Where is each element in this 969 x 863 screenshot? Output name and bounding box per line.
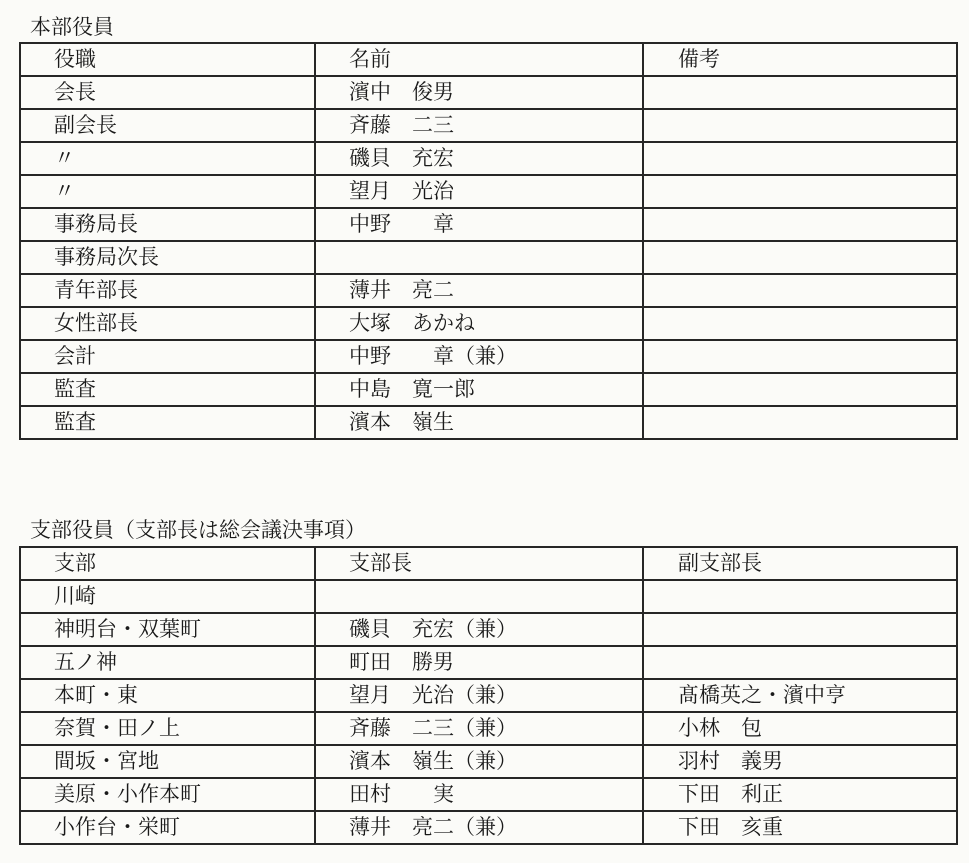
cell-deputy-head [643,646,957,679]
table-row [20,811,957,844]
column-header-remarks: 備考 [643,43,957,76]
cell-branch: 本町・東 [20,679,315,712]
cell-remarks [643,373,957,406]
cell-remarks [643,208,957,241]
cell-name: 中島 寛一郎 [315,373,643,406]
table-row [20,241,957,274]
table-row [20,274,957,307]
table-row [20,646,957,679]
cell-role: 監査 [20,406,315,439]
table-row [20,778,957,811]
table-row [20,142,957,175]
cell-branch: 美原・小作本町 [20,778,315,811]
table-row [20,109,957,142]
column-header-name: 名前 [315,43,643,76]
cell-name: 薄井 亮二 [315,274,643,307]
cell-role: 〃 [20,142,315,175]
cell-role: 監査 [20,373,315,406]
table-row [20,373,957,406]
cell-role: 事務局長 [20,208,315,241]
cell-remarks [643,109,957,142]
cell-deputy-head: 下田 亥重 [643,811,957,844]
cell-branch-head: 町田 勝男 [315,646,643,679]
table-row [20,580,957,613]
cell-branch-head: 磯貝 充宏（兼） [315,613,643,646]
cell-branch-head [315,580,643,613]
cell-remarks [643,175,957,208]
cell-name: 濱本 嶺生 [315,406,643,439]
cell-branch: 間坂・宮地 [20,745,315,778]
cell-name: 斉藤 二三 [315,109,643,142]
cell-name: 中野 章 [315,208,643,241]
cell-name: 望月 光治 [315,175,643,208]
cell-branch-head: 田村 実 [315,778,643,811]
cell-deputy-head: 小林 包 [643,712,957,745]
cell-role: 女性部長 [20,307,315,340]
cell-branch: 神明台・双葉町 [20,613,315,646]
cell-role: 会長 [20,76,315,109]
column-header-branch-head: 支部長 [315,547,643,580]
cell-deputy-head: 髙橋英之・濱中亨 [643,679,957,712]
table-row [20,613,957,646]
column-header-deputy-head: 副支部長 [643,547,957,580]
cell-remarks [643,406,957,439]
table-row [20,76,957,109]
table-row [20,712,957,745]
table-header-row [20,547,957,580]
cell-branch-head: 薄井 亮二（兼） [315,811,643,844]
table-row [20,307,957,340]
cell-branch: 小作台・栄町 [20,811,315,844]
table-header-row [20,43,957,76]
table-row [20,175,957,208]
cell-deputy-head: 下田 利正 [643,778,957,811]
cell-deputy-head: 羽村 義男 [643,745,957,778]
table-row [20,745,957,778]
table-row [20,406,957,439]
table-row [20,208,957,241]
cell-branch-head: 望月 光治（兼） [315,679,643,712]
table-row [20,679,957,712]
table-row [20,340,957,373]
cell-branch: 奈賀・田ノ上 [20,712,315,745]
cell-remarks [643,307,957,340]
cell-remarks [643,142,957,175]
cell-branch-head: 斉藤 二三（兼） [315,712,643,745]
cell-remarks [643,76,957,109]
cell-name: 大塚 あかね [315,307,643,340]
column-header-role: 役職 [20,43,315,76]
cell-name: 中野 章（兼） [315,340,643,373]
cell-deputy-head [643,580,957,613]
cell-branch-head: 濱本 嶺生（兼） [315,745,643,778]
cell-role: 会計 [20,340,315,373]
cell-role: 青年部長 [20,274,315,307]
shibu-section-title: 支部役員（支部長は総会議決事項） [30,518,366,542]
cell-remarks [643,274,957,307]
honbu-section-title: 本部役員 [30,15,114,39]
cell-name [315,241,643,274]
cell-role: 〃 [20,175,315,208]
column-header-branch: 支部 [20,547,315,580]
shibu-officers-table [19,546,958,845]
honbu-officers-table [19,42,958,440]
cell-role: 事務局次長 [20,241,315,274]
cell-remarks [643,241,957,274]
cell-role: 副会長 [20,109,315,142]
cell-branch: 川崎 [20,580,315,613]
cell-name: 濱中 俊男 [315,76,643,109]
cell-remarks [643,340,957,373]
cell-deputy-head [643,613,957,646]
cell-branch: 五ノ神 [20,646,315,679]
cell-name: 磯貝 充宏 [315,142,643,175]
